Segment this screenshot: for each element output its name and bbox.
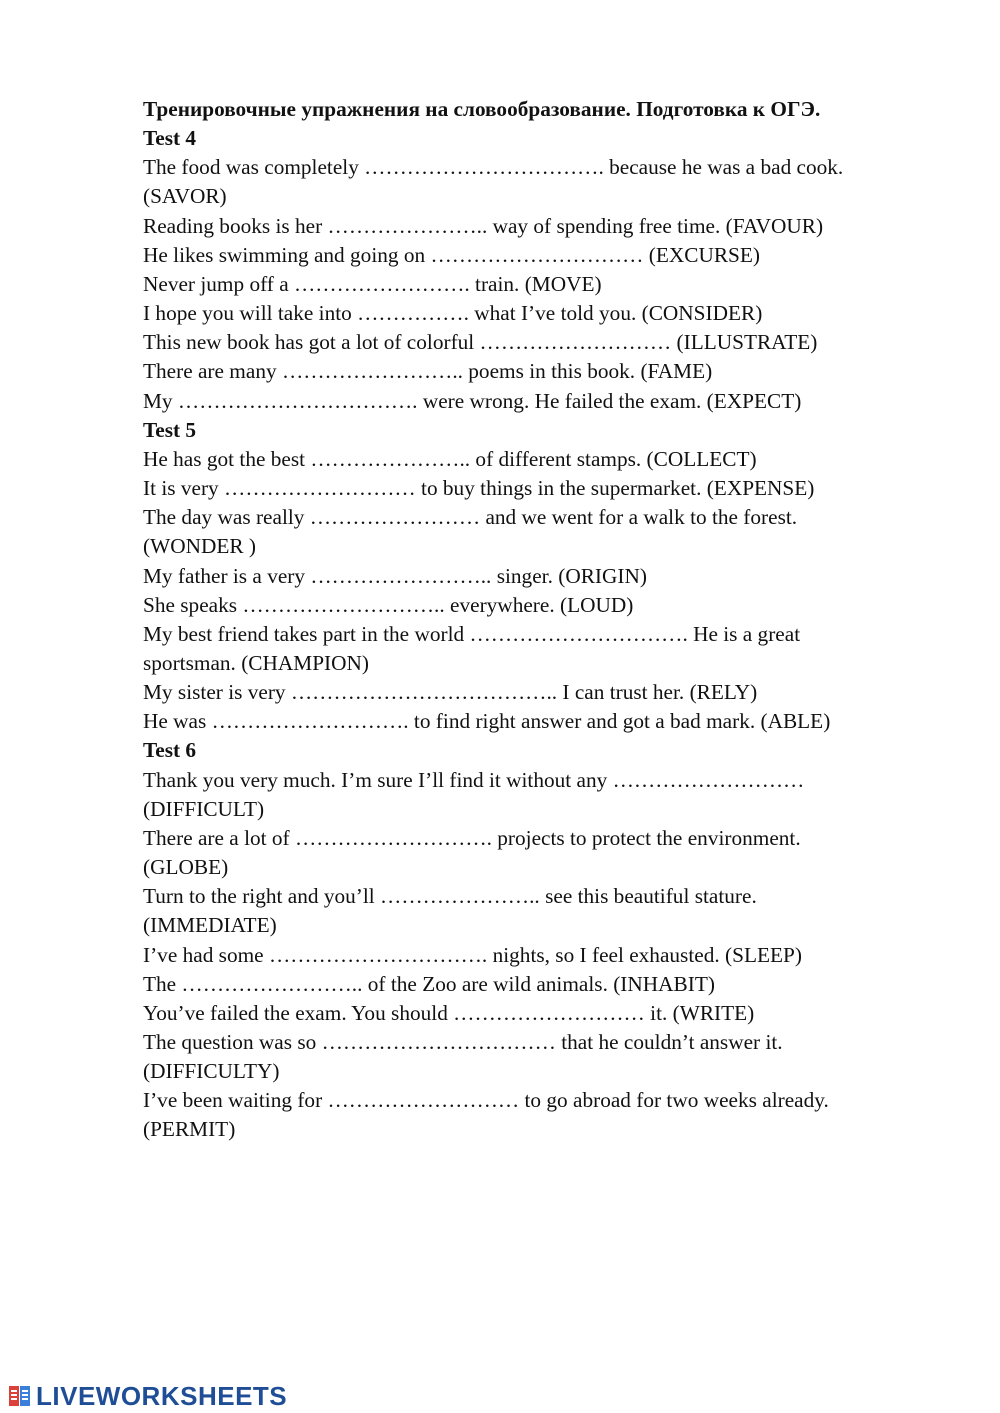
section-heading: Test 6 [143,738,197,763]
exercise-line: Reading books is her ………………….. way of spending free time. (FAVOUR) [143,213,824,238]
worksheet-lines [143,124,943,1144]
page-title: Тренировочные упражнения на словообразование. Подготовка к ОГЭ. [143,97,821,121]
exercise-line: It is very ……………………… to buy things in the supermarket. (EXPENSE) [143,476,815,501]
exercise-line: The …………………….. of the Zoo are wild animals. (INHABIT) [143,971,715,996]
exercise-line: My best friend takes part in the world …………………………. He is a great [143,621,801,646]
exercise-line: You’ve failed the exam. You should ……………………… it. (WRITE) [143,1000,755,1025]
exercise-line: My sister is very ……………………………….. I can trust her. (RELY) [143,680,758,705]
exercise-line: I’ve been waiting for ……………………… to go abroad for two weeks already. [143,1088,829,1113]
section-heading: Test 4 [143,126,197,151]
exercise-line: I hope you will take into ……………. what I’ve told you. (CONSIDER) [143,301,763,326]
exercise-line: He likes swimming and going on ………………………… (EXCURSE) [143,242,760,267]
liveworksheets-logo-icon [8,1383,34,1409]
exercise-line: This new book has got a lot of colorful ……………………… (ILLUSTRATE) [143,330,818,355]
exercise-line: The day was really …………………… and we went for a walk to the forest. [143,505,798,530]
exercise-line: (DIFFICULT) [143,796,265,821]
exercise-line: The question was so …………………………… that he couldn’t answer it. [143,1030,783,1054]
exercise-line: (SAVOR) [143,184,227,209]
exercise-line: (PERMIT) [143,1117,236,1142]
exercise-line: He was ………………………. to find right answer and got a bad mark. (ABLE) [143,709,831,734]
exercise-line: Turn to the right and you’ll ………………….. see this beautiful stature. [143,884,757,909]
exercise-line: (WONDER ) [143,534,256,559]
exercise-line: Thank you very much. I’m sure I’ll find it without any ……………………… [143,767,805,792]
worksheet-page [143,95,943,1145]
exercise-line: My ……………………………. were wrong. He failed the exam. (EXPECT) [143,388,802,413]
exercise-line: There are many …………………….. poems in this book. (FAME) [143,359,713,384]
exercise-line: I’ve had some …………………………. nights, so I feel exhausted. (SLEEP) [143,942,802,967]
exercise-line: There are a lot of ………………………. projects to protect the environment. [143,825,801,850]
exercise-line: (DIFFICULTY) [143,1059,280,1084]
section-heading: Test 5 [143,417,197,442]
liveworksheets-logo[interactable] [8,1381,287,1411]
exercise-line: sportsman. (CHAMPION) [143,650,369,675]
exercise-line: She speaks ……………………….. everywhere. (LOUD) [143,592,634,617]
exercise-line: Never jump off a ……………………. train. (MOVE) [143,271,602,296]
exercise-line: The food was completely ……………………………. because he was a bad cook. [143,155,844,180]
exercise-line: My father is a very …………………….. singer. (ORIGIN) [143,563,647,588]
liveworksheets-brand-text: LIVEWORKSHEETS [36,1380,288,1411]
exercise-line: He has got the best ………………….. of different stamps. (COLLECT) [143,446,757,471]
exercise-line: (IMMEDIATE) [143,913,277,938]
exercise-line: (GLOBE) [143,855,229,880]
